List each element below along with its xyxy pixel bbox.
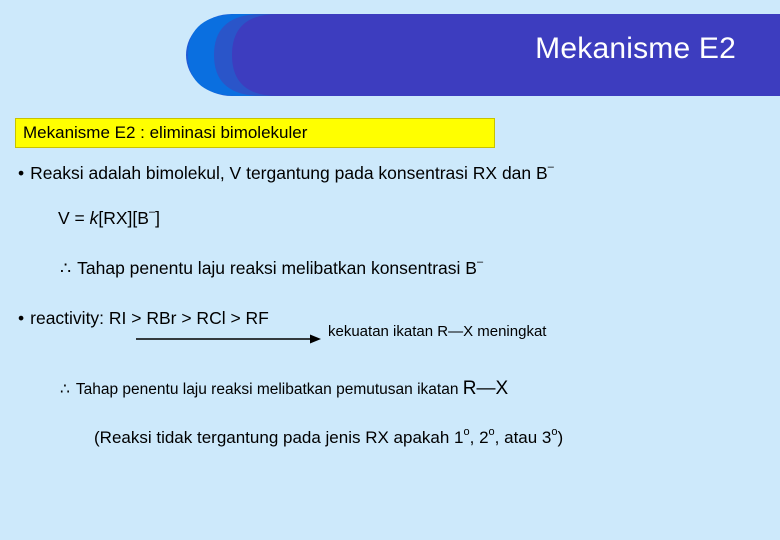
line-text: Tahap penentu laju reaksi melibatkan pemutusan ikatan xyxy=(75,381,463,398)
equation-mid: [RX][B xyxy=(98,208,149,228)
note-text-4: ) xyxy=(557,428,564,447)
therefore-icon: ∴ xyxy=(60,381,70,398)
note-line xyxy=(94,428,563,448)
note-text-1: (Reaksi tidak tergantung pada jenis RX apakah 1 xyxy=(94,428,464,447)
bullet-dot: • xyxy=(18,308,25,328)
note-text-2: , 2 xyxy=(469,428,489,447)
superscript: – xyxy=(547,161,554,173)
therefore-icon: ∴ xyxy=(60,258,72,278)
header-band xyxy=(0,0,780,96)
line-text: Reaksi adalah bimolekul, V tergantung pada konsentrasi RX dan B xyxy=(30,163,548,183)
page-title: Mekanisme E2 xyxy=(535,32,736,65)
degree-2: o xyxy=(488,426,495,438)
line-text: Tahap penentu laju reaksi melibatkan konsentrasi B xyxy=(77,258,477,278)
equation-pre: V = xyxy=(58,208,90,228)
bond-strength-note: kekuatan ikatan R—X meningkat xyxy=(328,323,547,340)
bond-label: R—X xyxy=(462,378,509,399)
therefore-line-1 xyxy=(60,258,483,279)
degree-1: o xyxy=(463,426,470,438)
bullet-line-2 xyxy=(18,308,269,329)
degree-3: o xyxy=(551,426,558,438)
bullet-dot: • xyxy=(18,163,25,183)
equation-post: ] xyxy=(155,208,160,228)
rate-equation xyxy=(58,208,160,229)
therefore-line-2 xyxy=(60,378,508,400)
superscript: – xyxy=(476,256,484,268)
note-text-3: , atau 3 xyxy=(494,428,552,447)
bullet-line-1 xyxy=(18,163,554,184)
arrow-right-icon xyxy=(136,333,321,345)
superscript: – xyxy=(148,206,156,218)
subtitle-highlight: Mekanisme E2 : eliminasi bimolekuler xyxy=(15,118,495,148)
rate-constant: k xyxy=(89,208,99,228)
line-text: reactivity: RI > RBr > RCl > RF xyxy=(30,308,269,328)
